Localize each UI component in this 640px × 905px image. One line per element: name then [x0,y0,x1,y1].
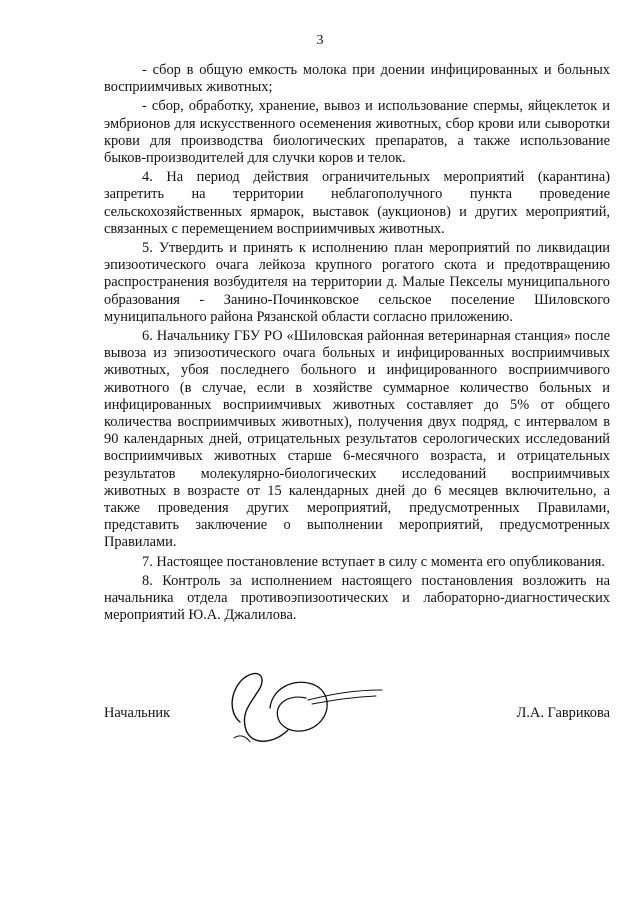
paragraph-clause-4: 4. На период действия ограничительных мероприятий (карантина) запретить на территории неблагополучного пункта проведение сельскохозяйственных ярмарок, выставок (аукционов) и других мероприятий, связанных с перемещением восприимчивых животных. [104,169,610,237]
signature-block [104,705,610,725]
paragraph-clause-5: 5. Утвердить и принять к исполнению план мероприятий по ликвидации эпизоотического очага лейкоза крупного рогатого скота и предотвращению распространения возбудителя на территории д. Малые Пекселы муниципального образования - Занино-Починковское сельское поселение Шиловского муниципального района Рязанской области согласно приложению. [104,240,610,325]
paragraph-milk-collection: - сбор в общую емкость молока при доении инфицированных и больных восприимчивых животных; [104,62,610,96]
paragraph-clause-8: 8. Контроль за исполнением настоящего постановления возложить на начальника отдела противоэпизоотических и лабораторно-диагностических мероприятий Ю.А. Джалилова. [104,572,610,624]
signatory-title: Начальник [104,705,171,721]
document-body [104,62,610,627]
signatory-name: Л.А. Гаврикова [516,705,610,721]
paragraph-clause-6: 6. Начальнику ГБУ РО «Шиловская районная ветеринарная станция» после вывоза из эпизоотического очага больных и инфицированных восприимчивых животных, убоя последнего больного и инфицированного восприимчивого животного (в случае, если в хозяйстве суммарное количество больных и инфицированных восприимчивых животных составляет до 5% от общего количества восприимчивых животных), получения двух подряд, с интервалом в 90 календарных дней, отрицательных результатов серологических исследований восприимчивых животных старше 6-месячного возраста, и отрицательных результатов молекулярно-биологических исследований восприимчивых животных в возрасте от 15 календарных дней до 6 месяцев включительно, а также проведения других мероприятий, предусмотренных Правилами, представить заключение о выполнении мероприятий, предусмотренных Правилами. [104,328,610,551]
paragraph-clause-7: 7. Настоящее постановление вступает в силу с момента его опубликования. [142,553,606,570]
paragraph-sperm-collection: - сбор, обработку, хранение, вывоз и использование спермы, яйцеклеток и эмбрионов для искусственного осеменения животных, сбор крови или сыворотки крови для производства биологических препаратов, а также использование быков-производителей для случки коров и телок. [104,98,610,167]
page-number: 3 [316,33,324,48]
